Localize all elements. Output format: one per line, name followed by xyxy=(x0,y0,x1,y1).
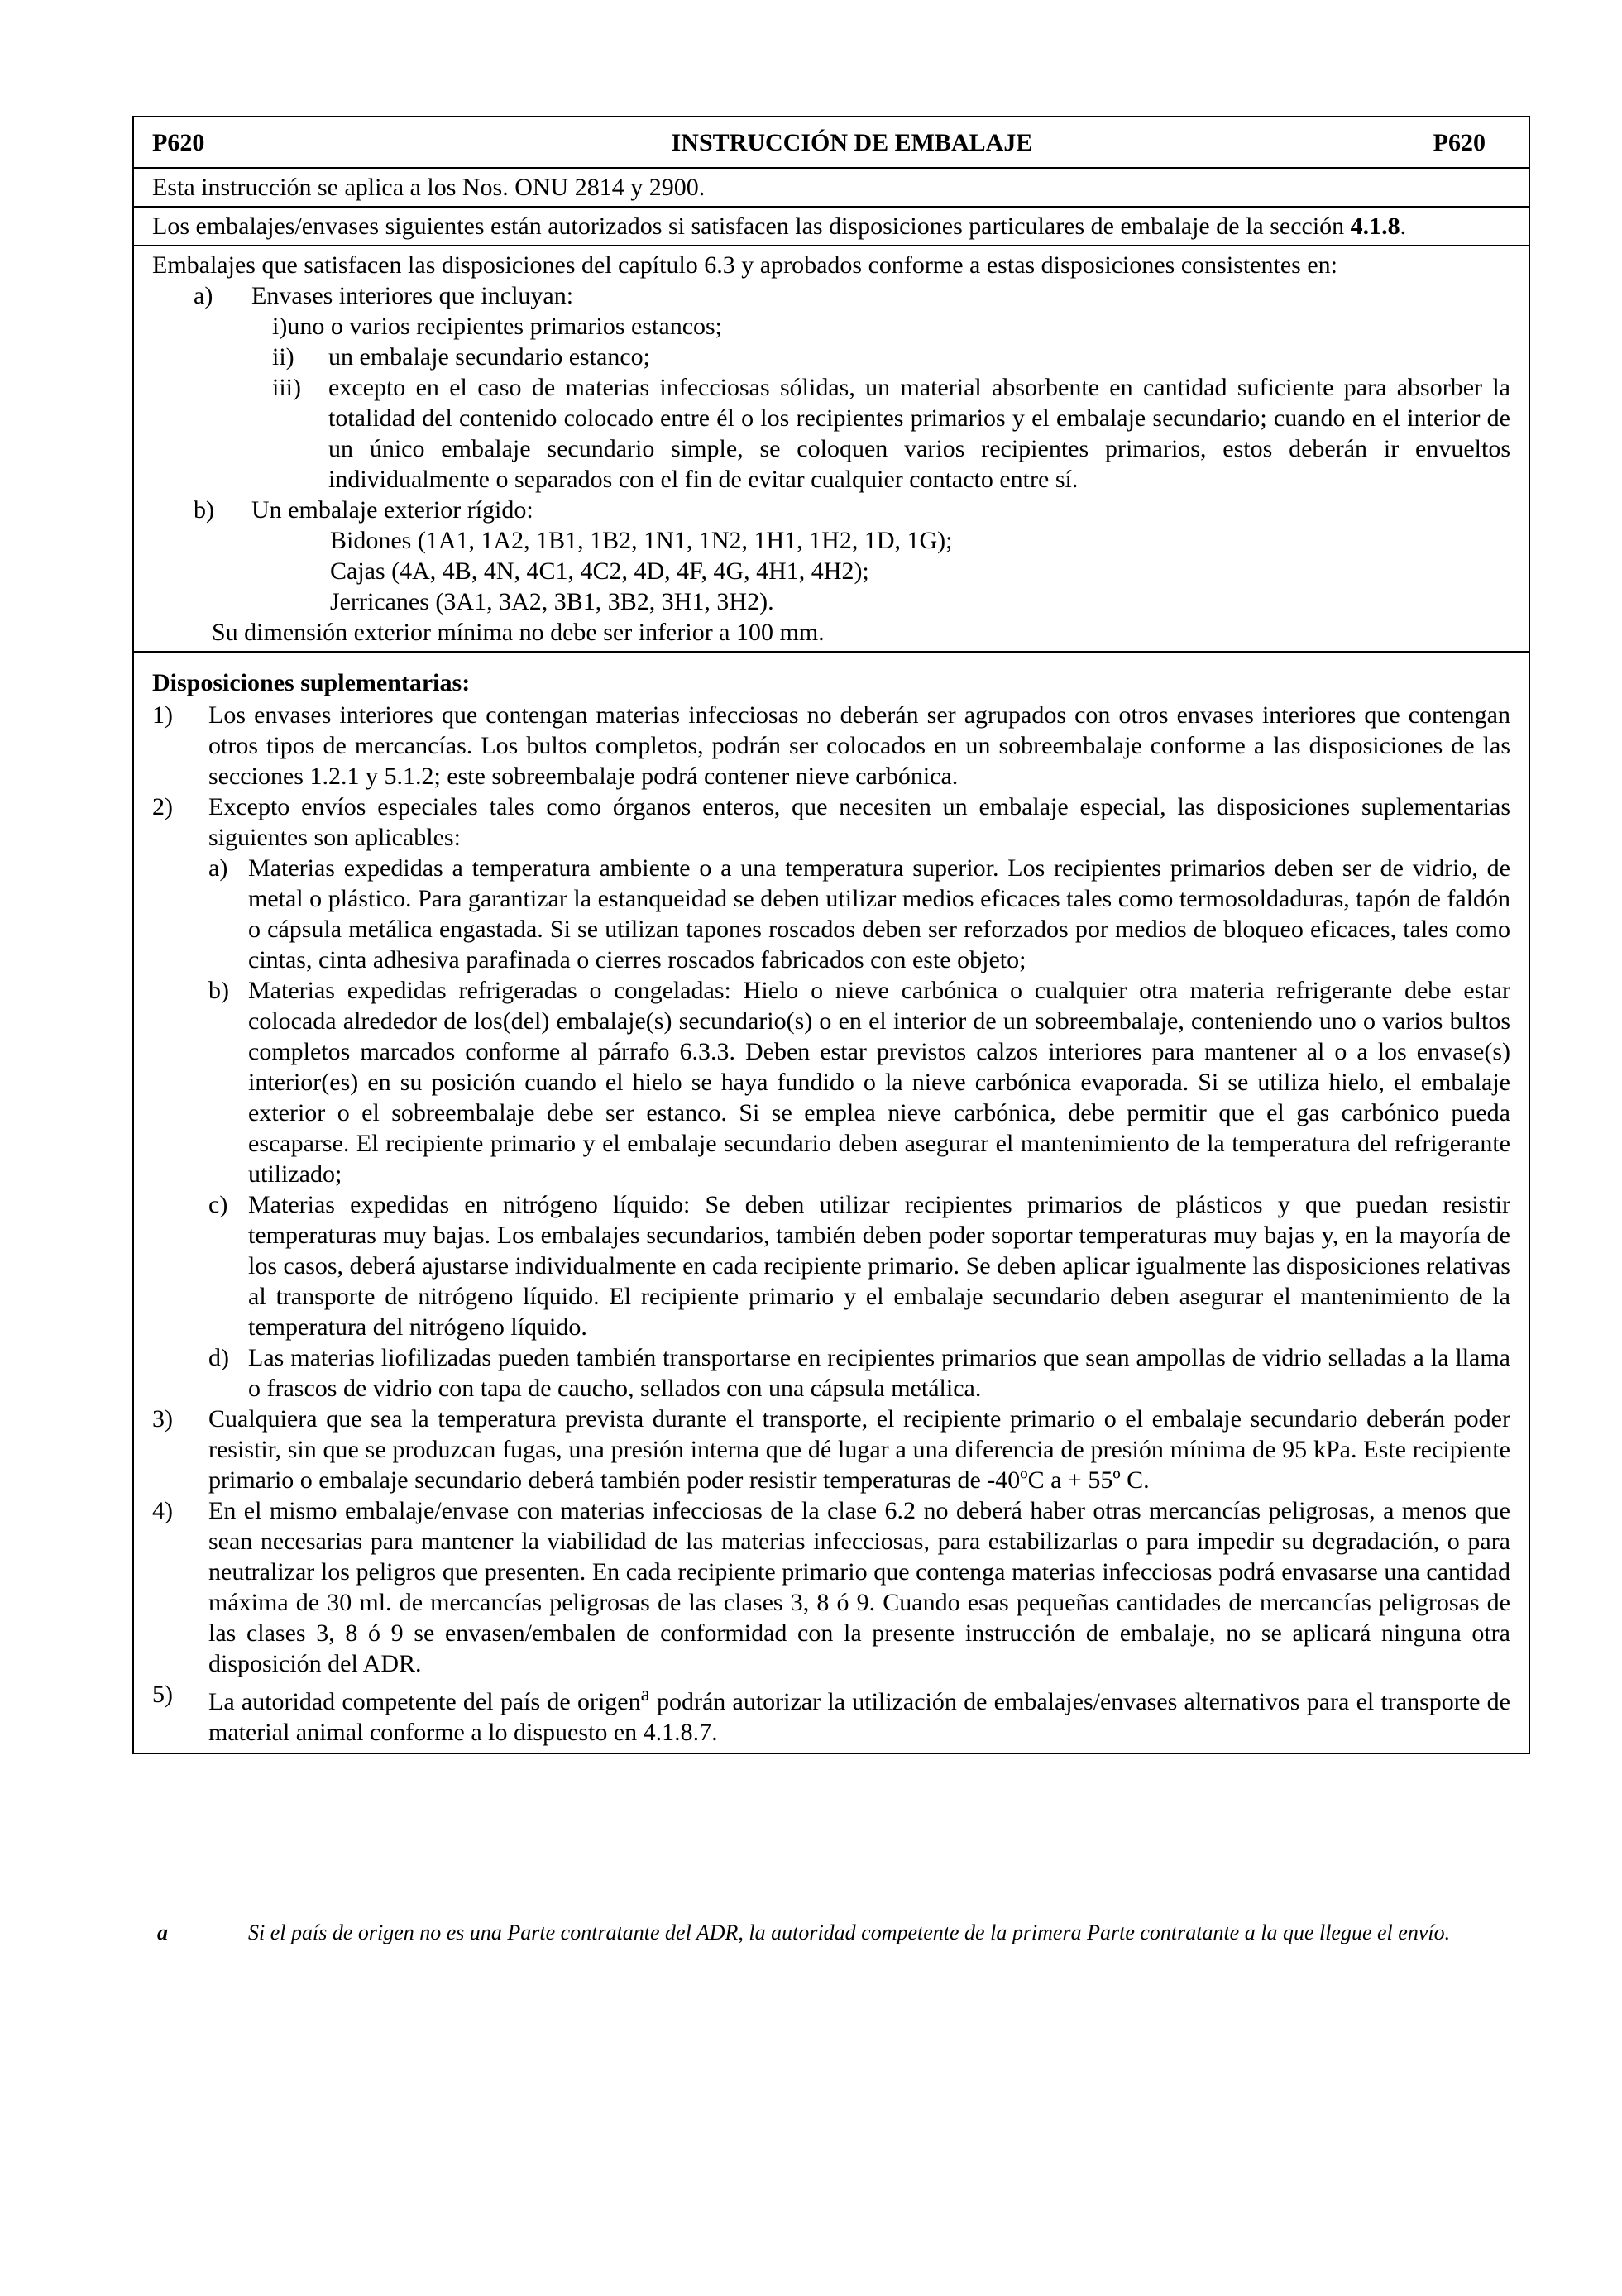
item-a xyxy=(152,280,1510,311)
footnote-mark: a xyxy=(157,1921,168,1944)
item-a-text: Envases interiores que incluyan: xyxy=(251,282,574,309)
authorized-row xyxy=(134,206,1529,245)
footnote xyxy=(132,1919,1530,1946)
provision-2b xyxy=(152,975,1510,1189)
table-header xyxy=(134,117,1529,167)
provision-2d xyxy=(152,1342,1510,1404)
applies-text: Esta instrucción se aplica a los Nos. ONU 2814 y 2900. xyxy=(152,174,706,201)
applies-row xyxy=(134,167,1529,206)
supplementary-row xyxy=(134,651,1529,1753)
provision-2b-label: b) xyxy=(208,977,229,1004)
authorized-end: . xyxy=(1400,213,1407,240)
item-a-label: a) xyxy=(194,282,213,309)
provision-3 xyxy=(134,1404,1510,1495)
provision-4-label: 4) xyxy=(152,1497,173,1524)
item-iii-text: excepto en el caso de materias infecciosas sólidas, un material absorbente en cantidad suficiente para absorber la totalidad del contenido colocado entre él o los recipientes primarios y el embalaje secundario; cuando en el interior de un único embalaje secundario simple, se coloquen varios recipientes primarios, estos deberán ir envueltos individualmente o separados con el fin de evitar cualquier contacto entre sí. xyxy=(328,374,1510,493)
item-iii xyxy=(152,372,1510,495)
instruction-code-right: P620 xyxy=(1433,128,1486,156)
provision-1-label: 1) xyxy=(152,701,173,729)
provision-2-label: 2) xyxy=(152,793,173,820)
item-ii-text: un embalaje secundario estanco; xyxy=(328,343,651,371)
provision-2a xyxy=(152,853,1510,975)
provision-4-text: En el mismo embalaje/envase con materias infecciosas de la clase 6.2 no deberá haber otras mercancías peligrosas, a menos que sean necesarias para mantener la viabilidad de las materias infecciosas, para estabilizarlas o para impedir su degradación, o para neutralizar los peligros que presenten. En cada recipiente primario que contenga materias infecciosas podrá envasarse una cantidad máxima de 30 ml. de mercancías peligrosas de las clases 3, 8 ó 9. Cuando esas pequeñas cantidades de mercancías peligrosas de las clases 3, 8 ó 9 se envasen/embalen de conformidad con la presente instrucción de embalaje, no se aplicará ninguna otra disposición del ADR. xyxy=(208,1497,1510,1677)
instruction-code-left: P620 xyxy=(152,128,205,156)
provision-2d-label: d) xyxy=(208,1344,229,1371)
provision-5-pre: La autoridad competente del país de origen xyxy=(208,1688,641,1715)
item-ii-label: ii) xyxy=(272,343,294,371)
provision-4 xyxy=(134,1495,1510,1679)
supplementary-title: Disposiciones suplementarias: xyxy=(152,669,471,696)
item-b-text: Un embalaje exterior rígido: xyxy=(251,496,533,524)
provision-1 xyxy=(134,700,1510,792)
item-b xyxy=(152,495,1510,525)
provision-2 xyxy=(134,792,1510,853)
provision-2c-text: Materias expedidas en nitrógeno líquido: Se deben utilizar recipientes primarios de plásticos y que puedan resistir temperaturas muy bajas. Los embalajes secundarios, también deben poder soportar temperaturas muy bajas y, en la mayoría de los casos, deberá ajustarse individualmente en cada recipiente primario. Se deben aplicar igualmente las disposiciones relativas al transporte de nitrógeno líquido. El recipiente primario y el embalaje secundario deben asegurar el mantenimiento de la temperatura del nitrógeno líquido. xyxy=(248,1191,1510,1341)
item-ii xyxy=(152,342,1510,372)
item-i xyxy=(152,311,1510,342)
packagings-row xyxy=(134,245,1529,651)
packagings-intro: Embalajes que satisfacen las disposiciones del capítulo 6.3 y aprobados conforme a estas disposiciones consistentes en: xyxy=(152,251,1337,279)
provision-2b-text: Materias expedidas refrigeradas o congeladas: Hielo o nieve carbónica o cualquier otra materia refrigerante debe estar colocada alrededor de los(del) embalaje(s) secundario(s) o en el interior de un sobreembalaje, conteniendo uno o varios bultos completos marcados conforme al párrafo 6.3.3. Deben estar previstos calzos interiores para mantener al o a los envase(s) interior(es) en su posición cuando el hielo se haya fundido o la nieve carbónica evaporada. Si se utiliza hielo, el embalaje exterior o el sobreembalaje debe ser estanco. Si se emplea nieve carbónica, debe permitir que el gas carbónico pueda escaparse. El recipiente primario y el embalaje secundario deben asegurar el mantenimiento de la temperatura del refrigerante utilizado; xyxy=(248,977,1510,1188)
authorized-text: Los embalajes/envases siguientes están autorizados si satisfacen las disposiciones particulares de embalaje de la sección xyxy=(152,213,1345,240)
authorized-section-ref: 4.1.8 xyxy=(1350,213,1400,240)
item-i-label: i) xyxy=(272,313,288,340)
instruction-title: INSTRUCCIÓN DE EMBALAJE xyxy=(671,128,1033,156)
provision-5-label: 5) xyxy=(152,1681,173,1708)
provision-2a-label: a) xyxy=(208,854,228,882)
provision-1-text: Los envases interiores que contengan materias infecciosas no deberán ser agrupados con otros envases interiores que contengan otros tipos de mercancías. Los bultos completos, podrán ser colocados en un sobreembalaje conforme a las disposiciones de las secciones 1.2.1 y 5.1.2; este sobreembalaje podrá contener nieve carbónica. xyxy=(208,701,1510,790)
provision-2d-text: Las materias liofilizadas pueden también transportarse en recipientes primarios que sean ampollas de vidrio selladas a la llama o frascos de vidrio con tapa de caucho, sellados con una cápsula metálica. xyxy=(248,1344,1510,1402)
provision-5-text xyxy=(208,1679,1510,1748)
item-iii-label: iii) xyxy=(272,374,301,401)
provision-2a-text: Materias expedidas a temperatura ambiente o a una temperatura superior. Los recipientes primarios deben ser de vidrio, de metal o plástico. Para garantizar la estanqueidad se deben utilizar medios eficaces tales como termosoldaduras, tapón de faldón o cápsula metálica engastada. Si se utilizan tapones roscados deben ser reforzados por medios de bloqueo eficaces, tales como cintas, cinta adhesiva parafinada o cierres roscados fabricados con este objeto; xyxy=(248,854,1510,973)
provision-2c xyxy=(152,1189,1510,1342)
provision-3-text: Cualquiera que sea la temperatura prevista durante el transporte, el recipiente primario o el embalaje secundario deberán poder resistir, sin que se produzcan fugas, una presión interna que dé lugar a una diferencia de presión mínima de 95 kPa. Este recipiente primario o embalaje secundario deberá también poder resistir temperaturas de -40ºC a + 55º C. xyxy=(208,1405,1510,1494)
dimension-line: Su dimensión exterior mínima no debe ser inferior a 100 mm. xyxy=(212,619,825,646)
jerricanes-line: Jerricanes (3A1, 3A2, 3B1, 3B2, 3H1, 3H2). xyxy=(330,588,774,615)
item-i-text: uno o varios recipientes primarios estancos; xyxy=(287,313,723,340)
provision-2c-label: c) xyxy=(208,1191,228,1218)
packing-instruction-table xyxy=(132,116,1530,1754)
provision-5-post: podrán autorizar la utilización de embalajes/envases alternativos para el transporte de material animal conforme a lo dispuesto en 4.1.8.7. xyxy=(208,1688,1510,1746)
item-b-label: b) xyxy=(194,496,214,524)
cajas-line: Cajas (4A, 4B, 4N, 4C1, 4C2, 4D, 4F, 4G, 4H1, 4H2); xyxy=(330,557,869,585)
provision-5 xyxy=(134,1679,1510,1748)
provision-3-label: 3) xyxy=(152,1405,173,1433)
bidones-line: Bidones (1A1, 1A2, 1B1, 1B2, 1N1, 1N2, 1H1, 1H2, 1D, 1G); xyxy=(330,527,953,554)
provision-2-text: Excepto envíos especiales tales como órganos enteros, que necesiten un embalaje especial, las disposiciones suplementarias siguientes son aplicables: xyxy=(208,793,1510,851)
footnote-reference: a xyxy=(640,1683,650,1705)
footnote-text: Si el país de origen no es una Parte contratante del ADR, la autoridad competente de la primera Parte contratante a la que llegue el envío. xyxy=(248,1921,1451,1944)
